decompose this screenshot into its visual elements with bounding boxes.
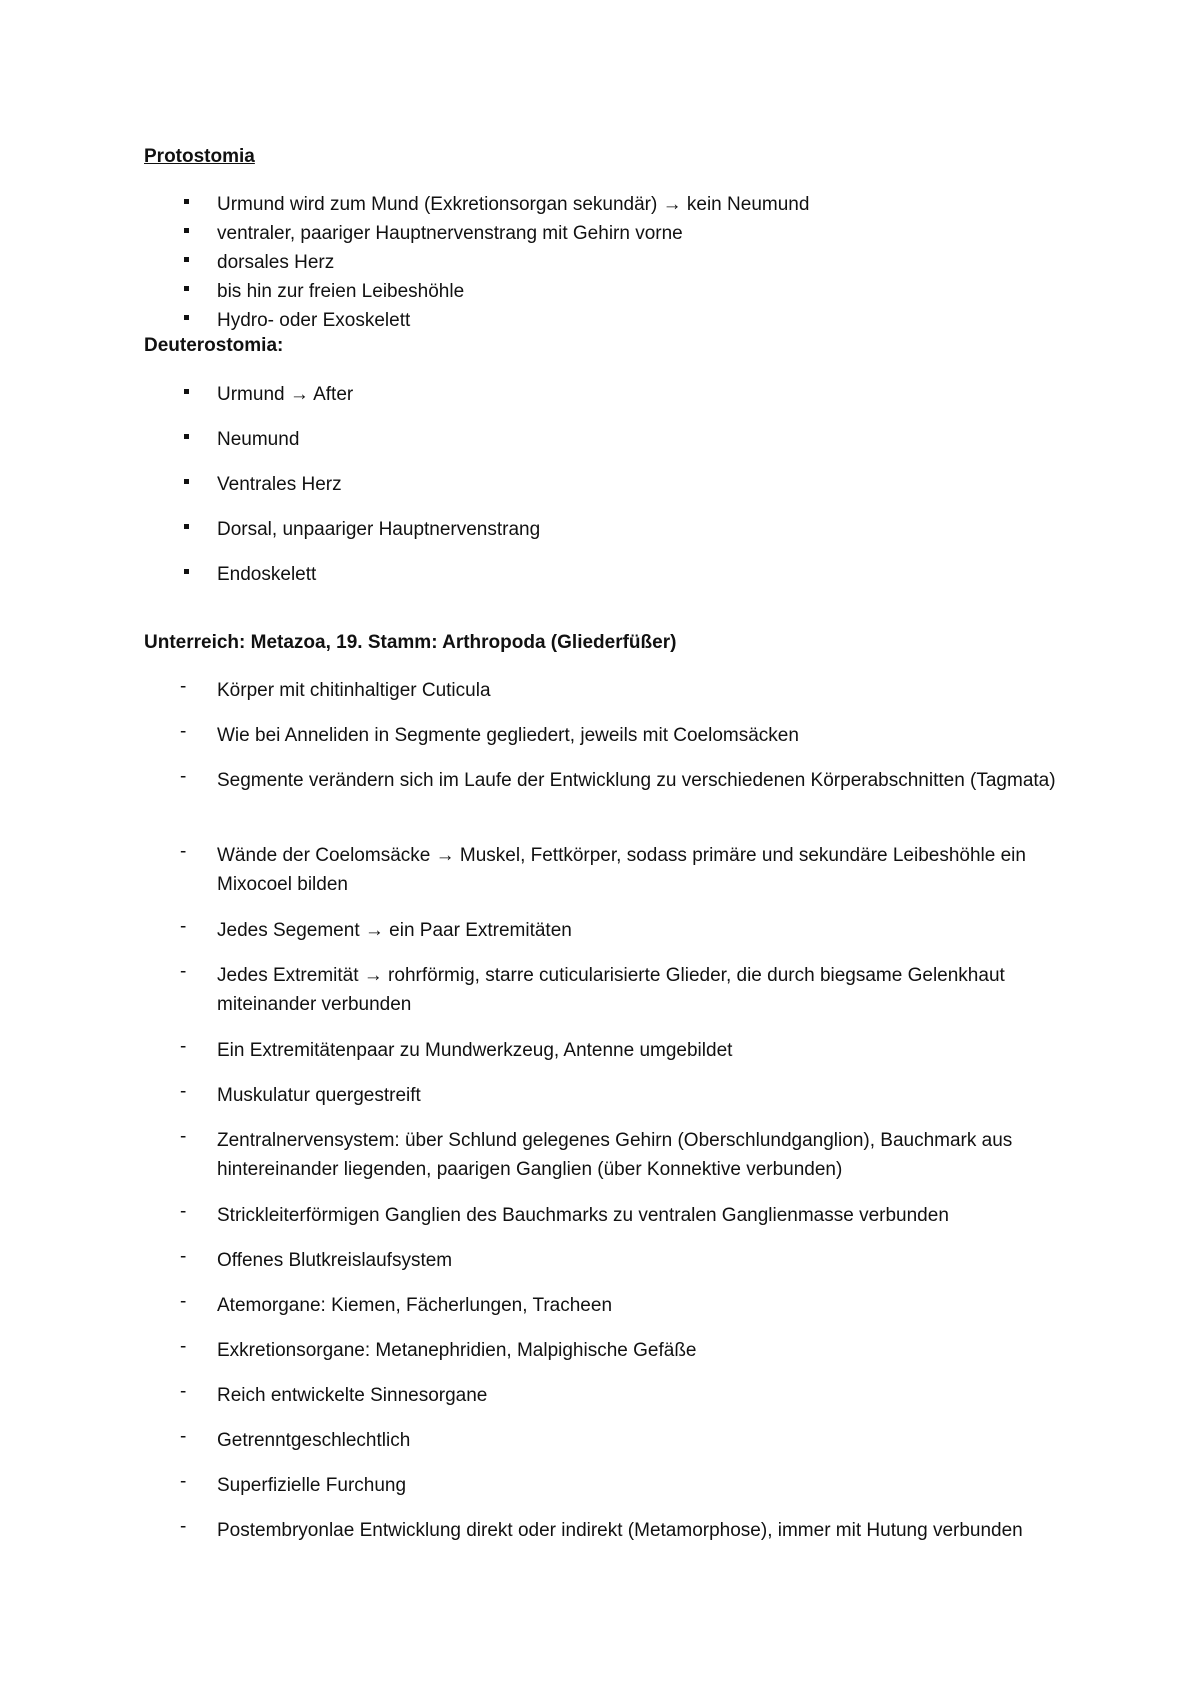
bullet-icon bbox=[180, 560, 200, 589]
bullet-icon bbox=[180, 470, 200, 499]
arthropoda-heading: Unterreich: Metazoa, 19. Stamm: Arthropoda (Gliederfüßer) bbox=[144, 632, 677, 653]
dash-marker: - bbox=[180, 1246, 187, 1267]
dash-marker: - bbox=[180, 1081, 187, 1102]
list-item-text: Urmund → After bbox=[217, 384, 354, 405]
list-item-text: Jedes Extremität → rohrförmig, starre cuticularisierte Glieder, die durch biegsame Gelenkhaut miteinander verbunden bbox=[217, 965, 1005, 1015]
dash-marker: - bbox=[180, 676, 187, 697]
bullet-icon bbox=[180, 219, 200, 248]
list-item-text: Reich entwickelte Sinnesorgane bbox=[217, 1385, 488, 1406]
bullet-icon bbox=[180, 190, 200, 219]
dash-marker: - bbox=[180, 1516, 187, 1537]
list-item-text: Neumund bbox=[217, 429, 300, 450]
dash-marker: - bbox=[180, 1381, 187, 1402]
dash-marker: - bbox=[180, 766, 187, 787]
bullet-icon bbox=[180, 306, 200, 335]
dash-marker: - bbox=[180, 916, 187, 937]
dash-marker: - bbox=[180, 1201, 187, 1222]
list-item-text: Dorsal, unpaariger Hauptnervenstrang bbox=[217, 519, 541, 540]
protostomia-heading: Protostomia bbox=[144, 146, 255, 167]
bullet-icon bbox=[180, 248, 200, 277]
deuterostomia-heading: Deuterostomia: bbox=[144, 335, 284, 356]
list-item-text: Körper mit chitinhaltiger Cuticula bbox=[217, 680, 491, 701]
list-item-text: Endoskelett bbox=[217, 564, 317, 585]
list-item-text: Superfizielle Furchung bbox=[217, 1475, 407, 1496]
list-item-text: Atemorgane: Kiemen, Fächerlungen, Tracheen bbox=[217, 1295, 613, 1316]
list-item-text: Strickleiterförmigen Ganglien des Bauchmarks zu ventralen Ganglienmasse verbunden bbox=[217, 1205, 949, 1226]
list-item-text: bis hin zur freien Leibeshöhle bbox=[217, 281, 465, 302]
dash-marker: - bbox=[180, 1336, 187, 1357]
list-item-text: dorsales Herz bbox=[217, 252, 335, 273]
list-item-text: Zentralnervensystem: über Schlund gelegenes Gehirn (Oberschlundganglion), Bauchmark aus hintereinander liegenden, paarigen Ganglien (über Konnektive verbunden) bbox=[217, 1130, 1013, 1180]
dash-marker: - bbox=[180, 1291, 187, 1312]
dash-marker: - bbox=[180, 1471, 187, 1492]
dash-marker: - bbox=[180, 1126, 187, 1147]
list-item-text: Hydro- oder Exoskelett bbox=[217, 310, 411, 331]
dash-marker: - bbox=[180, 841, 187, 862]
list-item-text: Getrenntgeschlechtlich bbox=[217, 1430, 411, 1451]
list-item-text: ventraler, paariger Hauptnervenstrang mit Gehirn vorne bbox=[217, 223, 683, 244]
dash-marker: - bbox=[180, 1036, 187, 1057]
bullet-icon bbox=[180, 277, 200, 306]
dash-marker: - bbox=[180, 721, 187, 742]
list-item-text: Urmund wird zum Mund (Exkretionsorgan sekundär) → kein Neumund bbox=[217, 194, 810, 215]
list-item-text: Postembryonlae Entwicklung direkt oder indirekt (Metamorphose), immer mit Hutung verbunden bbox=[217, 1520, 1023, 1541]
list-item-text: Ventrales Herz bbox=[217, 474, 342, 495]
list-item-text: Muskulatur quergestreift bbox=[217, 1085, 421, 1106]
dash-marker: - bbox=[180, 1426, 187, 1447]
list-item-text: Wie bei Anneliden in Segmente gegliedert, jeweils mit Coelomsäcken bbox=[217, 725, 799, 746]
list-item-text: Jedes Segement → ein Paar Extremitäten bbox=[217, 920, 572, 941]
list-item-text: Exkretionsorgane: Metanephridien, Malpighische Gefäße bbox=[217, 1340, 697, 1361]
bullet-icon bbox=[180, 425, 200, 454]
bullet-icon bbox=[180, 380, 200, 409]
list-item-text: Ein Extremitätenpaar zu Mundwerkzeug, Antenne umgebildet bbox=[217, 1040, 733, 1061]
list-item-text: Wände der Coelomsäcke → Muskel, Fettkörper, sodass primäre und sekundäre Leibeshöhle ein Mixocoel bilden bbox=[217, 845, 1026, 895]
list-item-text: Offenes Blutkreislaufsystem bbox=[217, 1250, 453, 1271]
dash-marker: - bbox=[180, 961, 187, 982]
list-item-text: Segmente verändern sich im Laufe der Entwicklung zu verschiedenen Körperabschnitten (Tagmata) bbox=[217, 770, 1056, 791]
bullet-icon bbox=[180, 515, 200, 544]
